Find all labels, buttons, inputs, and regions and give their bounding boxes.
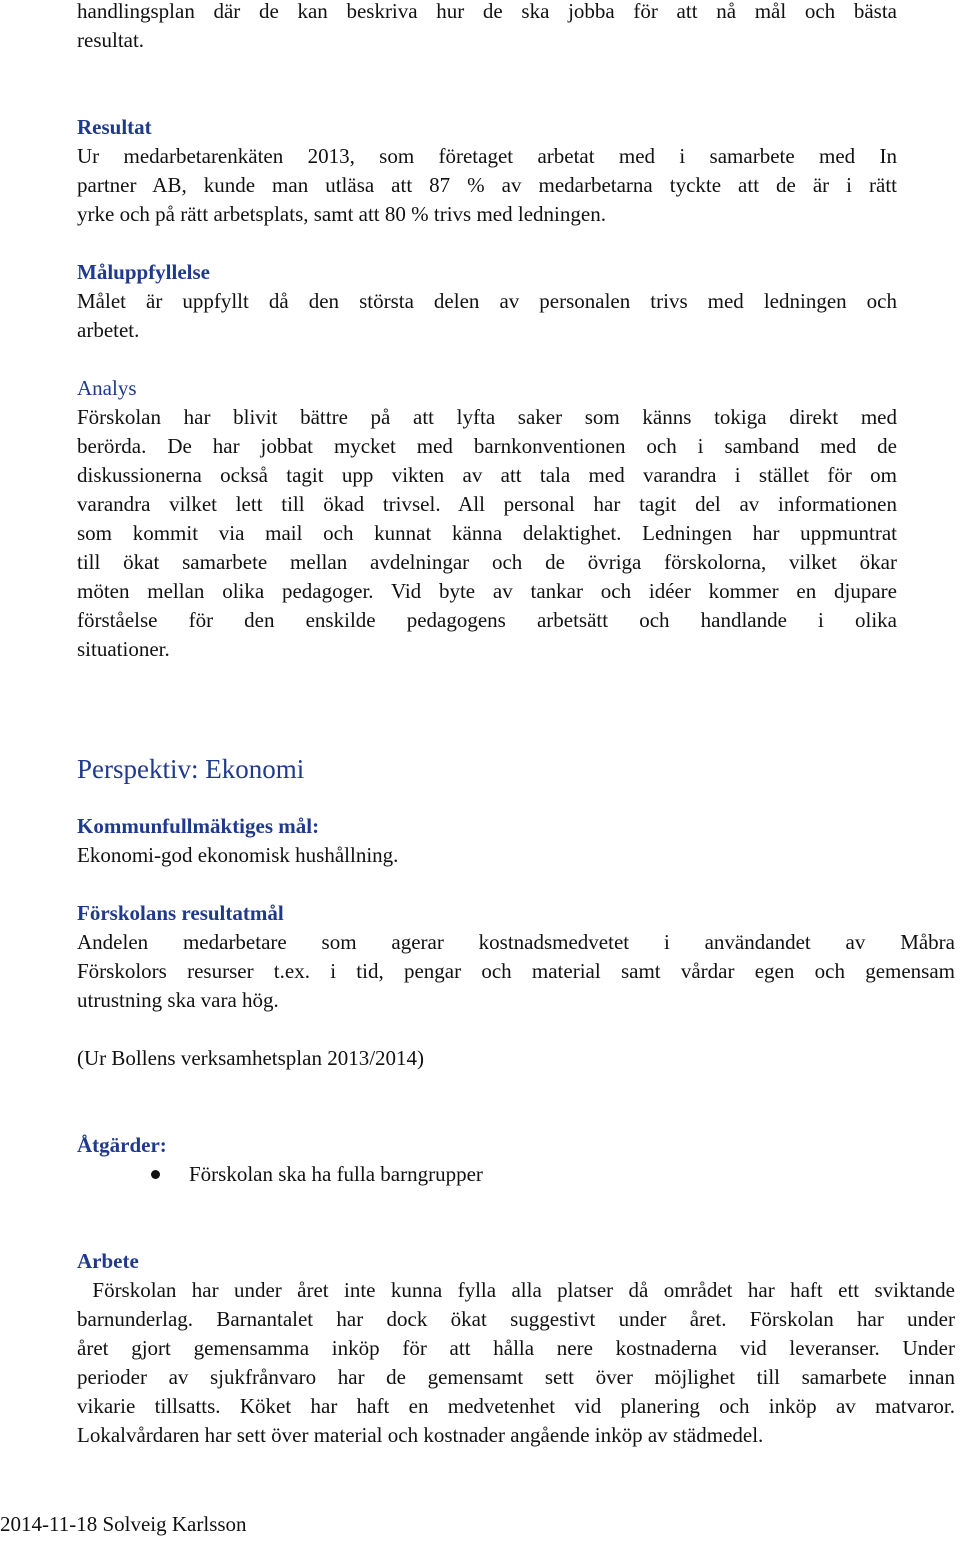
paragraph-line: vikarie tillsatts. Köket har haft en medvetenhet vid planering och inköp av matvaror. (77, 1394, 955, 1418)
paragraph-line: Andelen medarbetare som agerar kostnadsmedvetet i användandet av Måbra (77, 930, 955, 954)
section-heading-resultatmal: Förskolans resultatmål (77, 901, 284, 925)
paragraph-line: Ur medarbetarenkäten 2013, som företaget arbetat med i samarbete med In (77, 144, 897, 168)
paragraph-line: arbetet. (77, 318, 140, 342)
bullet-icon (151, 1170, 160, 1179)
paragraph-line: Förskolors resurser t.ex. i tid, pengar och material samt vårdar egen och gemensam (77, 959, 955, 983)
paragraph-line: berörda. De har jobbat mycket med barnkonventionen och i samband med de (77, 434, 897, 458)
footer-text: 2014-11-18 Solveig Karlsson (0, 1512, 247, 1536)
paragraph-line: Förskolan har under året inte kunna fylla alla platser då området har haft ett sviktande (77, 1278, 955, 1302)
intro-line: handlingsplan där de kan beskriva hur de ska jobba för att nå mål och bästa (77, 0, 897, 23)
source-note: (Ur Bollens verksamhetsplan 2013/2014) (77, 1046, 425, 1070)
section-heading-arbete: Arbete (77, 1249, 139, 1273)
paragraph-line: förståelse för den enskilde pedagogens arbetsätt och handlande i olika (77, 608, 897, 632)
section-heading-kommun: Kommunfullmäktiges mål: (77, 814, 320, 838)
section-heading-atgarder: Åtgärder: (77, 1133, 167, 1157)
paragraph-line: året gjort gemensamma inköp för att hålla nere kostnaderna vid leveranser. Under (77, 1336, 955, 1360)
paragraph-line: perioder av sjukfrånvaro har de gemensamt sett över möjlighet till samarbete innan (77, 1365, 955, 1389)
paragraph-line: varandra vilket lett till ökad trivsel. All personal har tagit del av informationen (77, 492, 897, 516)
paragraph-line: diskussionerna också tagit upp vikten av att tala med varandra i stället för om (77, 463, 897, 487)
paragraph-line: som kommit via mail och kunnat känna delaktighet. Ledningen har uppmuntrat (77, 521, 897, 545)
paragraph-line: Ekonomi-god ekonomisk hushållning. (77, 843, 399, 867)
bullet-item (77, 1160, 897, 1189)
paragraph-line: Lokalvårdaren har sett över material och kostnader angående inköp av städmedel. (77, 1423, 764, 1447)
paragraph-line: situationer. (77, 637, 170, 661)
section-heading-analys: Analys (77, 376, 137, 400)
document-page (77, 0, 955, 1450)
bullet-text: Förskolan ska ha fulla barngrupper (189, 1162, 483, 1186)
paragraph-line: yrke och på rätt arbetsplats, samt att 80 % trivs med ledningen. (77, 202, 606, 226)
paragraph-line: barnunderlag. Barnantalet har dock ökat suggestivt under året. Förskolan har under (77, 1307, 955, 1331)
paragraph-line: möten mellan olika pedagoger. Vid byte av tankar och idéer kommer en djupare (77, 579, 897, 603)
paragraph-line: partner AB, kunde man utläsa att 87 % av medarbetarna tyckte att de är i rätt (77, 173, 897, 197)
paragraph-line: Förskolan har blivit bättre på att lyfta saker som känns tokiga direkt med (77, 405, 897, 429)
section-heading-maluppfyllelse: Måluppfyllelse (77, 260, 211, 284)
paragraph-line: till ökat samarbete mellan avdelningar och de övriga förskolorna, vilket ökar (77, 550, 897, 574)
page-title: Perspektiv: Ekonomi (77, 754, 305, 784)
paragraph-line: utrustning ska vara hög. (77, 988, 279, 1012)
paragraph-line: Målet är uppfyllt då den största delen av personalen trivs med ledningen och (77, 289, 897, 313)
section-heading-resultat: Resultat (77, 115, 152, 139)
intro-line: resultat. (77, 28, 145, 52)
